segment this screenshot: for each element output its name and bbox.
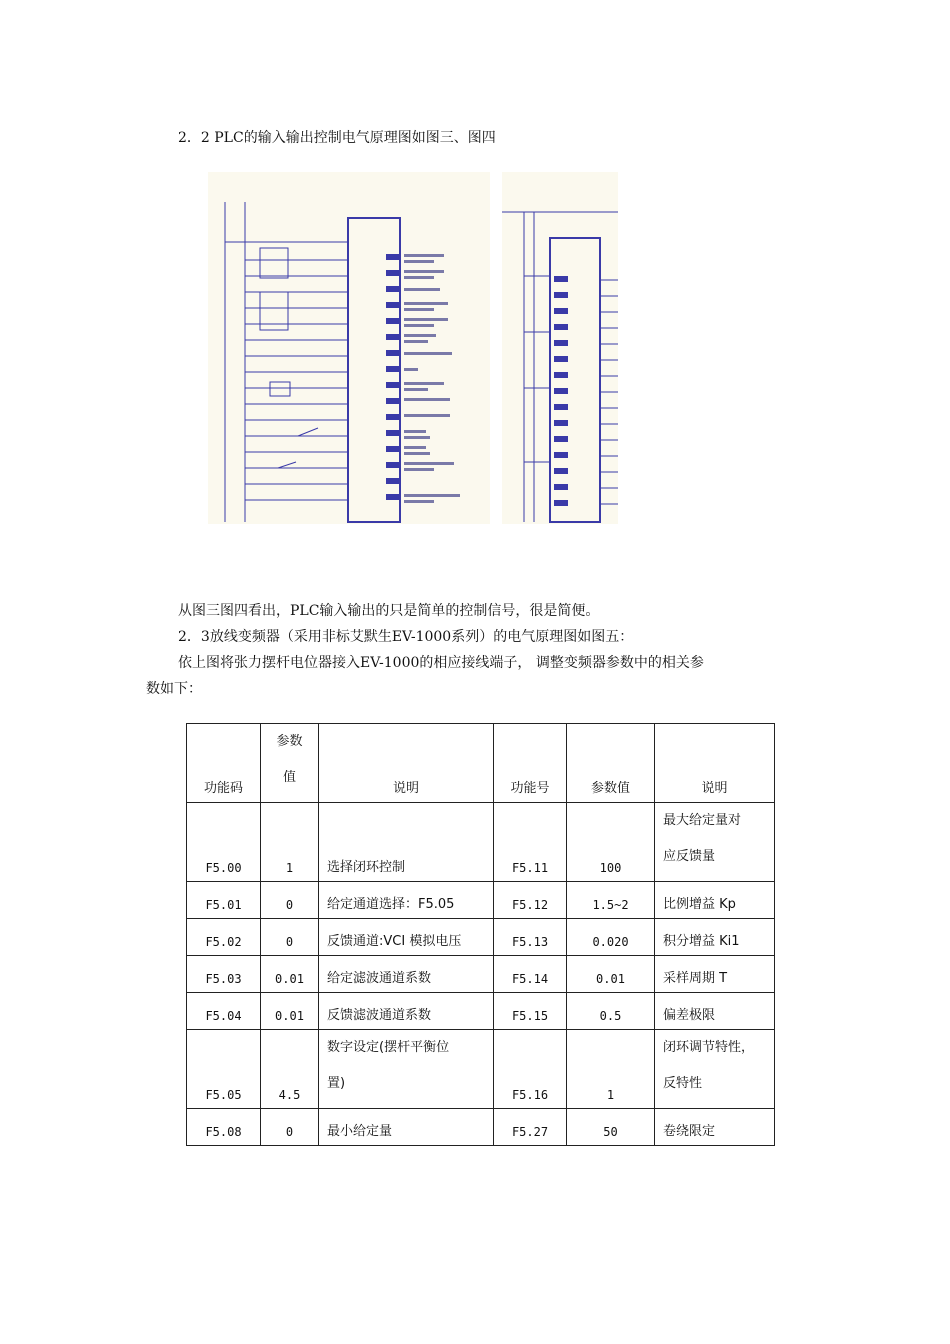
header-value-1: 参数 值 bbox=[261, 724, 319, 803]
figure-3-input-schematic bbox=[208, 172, 490, 524]
cell-desc: 最大给定量对 应反馈量 bbox=[655, 803, 775, 882]
cell-value: 0.01 bbox=[261, 956, 319, 993]
paragraph-instructions-line-1: 依上图将张力摆杆电位器接入EV-1000的相应接线端子， 调整变频器参数中的相关参 bbox=[178, 655, 704, 671]
header-code-2: 功能号 bbox=[494, 724, 567, 803]
cell-desc: 数字设定(摆杆平衡位 置) bbox=[319, 1030, 494, 1109]
paragraph-instructions-line-2: 数如下： bbox=[146, 681, 202, 697]
cell-code: F5.14 bbox=[494, 956, 567, 993]
cell-desc: 给定滤波通道系数 bbox=[319, 956, 494, 993]
cell-desc: 反馈滤波通道系数 bbox=[319, 993, 494, 1030]
cell-value: 0 bbox=[261, 919, 319, 956]
header-code-1: 功能码 bbox=[187, 724, 261, 803]
cell-value: 0.5 bbox=[567, 993, 655, 1030]
cell-value: 1 bbox=[261, 803, 319, 882]
table-row bbox=[187, 1109, 775, 1146]
cell-code: F5.01 bbox=[187, 882, 261, 919]
cell-value: 50 bbox=[567, 1109, 655, 1146]
figure-4-output-schematic bbox=[502, 172, 618, 524]
cell-code: F5.03 bbox=[187, 956, 261, 993]
cell-code: F5.00 bbox=[187, 803, 261, 882]
cell-desc: 卷绕限定 bbox=[655, 1109, 775, 1146]
table-row bbox=[187, 956, 775, 993]
cell-value: 1 bbox=[567, 1030, 655, 1109]
cell-desc: 比例增益 Kp bbox=[655, 882, 775, 919]
cell-code: F5.13 bbox=[494, 919, 567, 956]
cell-desc: 闭环调节特性， 反特性 bbox=[655, 1030, 775, 1109]
cell-desc: 偏差极限 bbox=[655, 993, 775, 1030]
parameter-table bbox=[186, 723, 775, 1146]
table-row bbox=[187, 1030, 775, 1109]
cell-value: 0 bbox=[261, 1109, 319, 1146]
cell-desc: 最小给定量 bbox=[319, 1109, 494, 1146]
table-header-row bbox=[187, 724, 775, 803]
table-row bbox=[187, 803, 775, 882]
table-row bbox=[187, 993, 775, 1030]
cell-code: F5.04 bbox=[187, 993, 261, 1030]
cell-desc: 积分增益 Ki1 bbox=[655, 919, 775, 956]
cell-value: 0.01 bbox=[567, 956, 655, 993]
cell-code: F5.27 bbox=[494, 1109, 567, 1146]
cell-desc: 选择闭环控制 bbox=[319, 803, 494, 882]
section-heading-2-2: 2．2 PLC的输入输出控制电气原理图如图三、图四 bbox=[178, 130, 496, 146]
cell-value: 4.5 bbox=[261, 1030, 319, 1109]
cell-desc: 给定通道选择：F5.05 bbox=[319, 882, 494, 919]
cell-code: F5.05 bbox=[187, 1030, 261, 1109]
cell-code: F5.08 bbox=[187, 1109, 261, 1146]
cell-code: F5.12 bbox=[494, 882, 567, 919]
cell-code: F5.15 bbox=[494, 993, 567, 1030]
cell-value: 1.5~2 bbox=[567, 882, 655, 919]
cell-desc: 采样周期 T bbox=[655, 956, 775, 993]
table-row bbox=[187, 919, 775, 956]
cell-code: F5.11 bbox=[494, 803, 567, 882]
cell-value: 0 bbox=[261, 882, 319, 919]
table-row bbox=[187, 882, 775, 919]
cell-code: F5.02 bbox=[187, 919, 261, 956]
cell-value: 100 bbox=[567, 803, 655, 882]
header-desc-2: 说明 bbox=[655, 724, 775, 803]
cell-value: 0.01 bbox=[261, 993, 319, 1030]
section-heading-2-3: 2．3放线变频器（采用非标艾默生EV-1000系列）的电气原理图如图五： bbox=[178, 629, 634, 645]
header-value-2: 参数值 bbox=[567, 724, 655, 803]
paragraph-conclusion: 从图三图四看出，PLC输入输出的只是简单的控制信号，很是简便。 bbox=[178, 603, 600, 619]
cell-value: 0.020 bbox=[567, 919, 655, 956]
header-desc-1: 说明 bbox=[319, 724, 494, 803]
plc-schematic-figures bbox=[208, 172, 618, 524]
cell-code: F5.16 bbox=[494, 1030, 567, 1109]
cell-desc: 反馈通道:VCI 模拟电压 bbox=[319, 919, 494, 956]
